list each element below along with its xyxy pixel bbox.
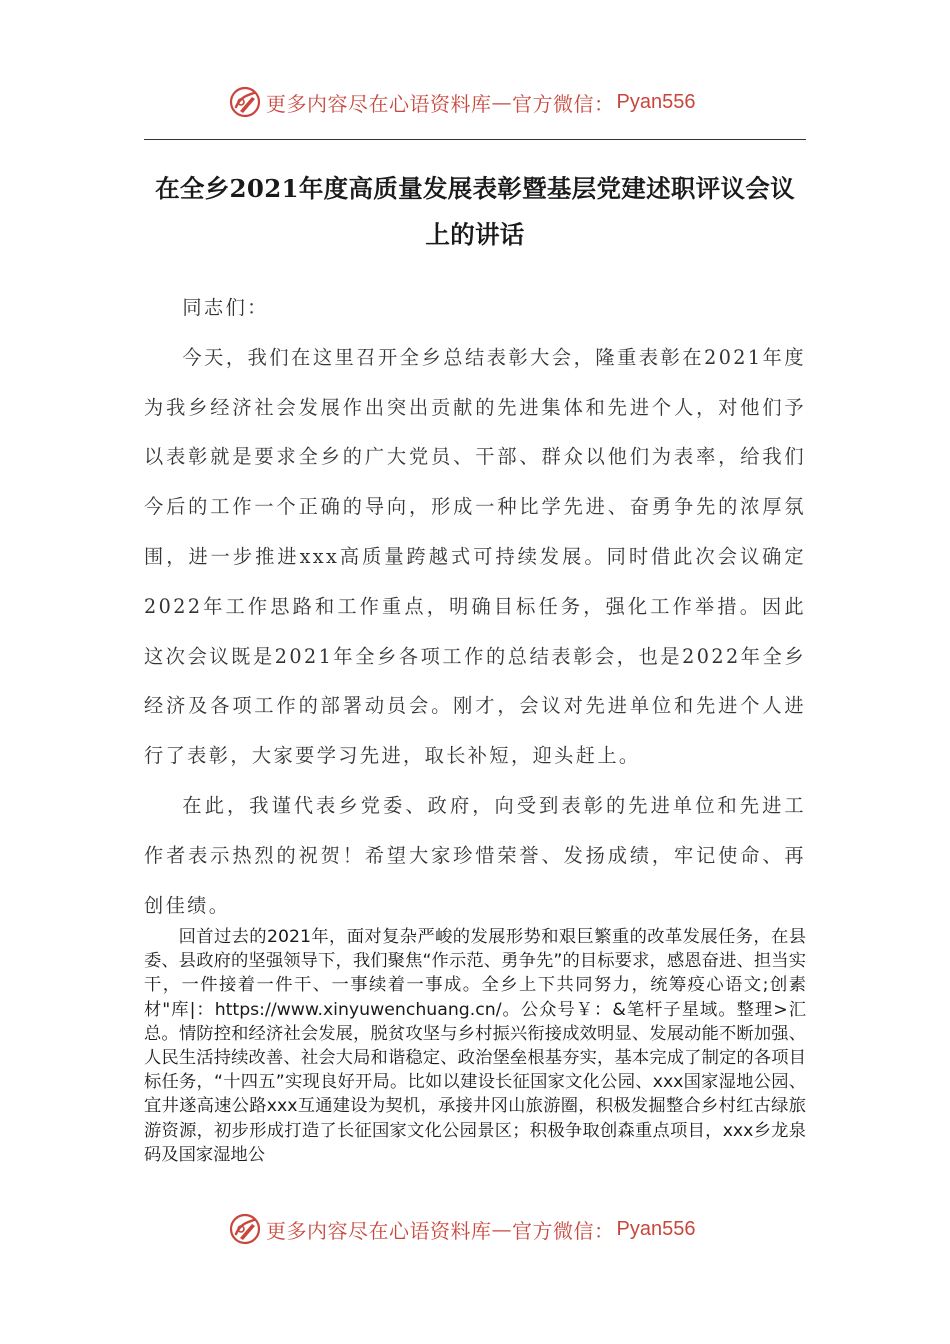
header-wechat-id: Pyan556 [616,90,696,113]
title-line-1: 在全乡2021年度高质量发展表彰暨基层党建述职评议会议 [155,174,795,203]
header-site-text: 更多内容尽在心语资料库 [266,91,492,116]
header-dash: — [491,90,512,114]
header-divider [144,139,806,140]
document-dense-body [144,925,806,1167]
paragraph-3: 回首过去的2021年，面对复杂严峻的发展形势和艰巨繁重的改革发展任务，在县委、县政府的坚强领导下，我们聚焦“作示范、勇争先”的目标要求，感恩奋进、担当实干，一件接着一件干、一事续着一事成。全乡上下共同努力，统筹疫心语文;创素材"库|：https://www.xinyuwenchuang.cn/。公众号￥：&笔杆子星域。整理>汇总。情防控和经济社会发展，脱贫攻坚与乡村振兴衔接成效明显、发展动能不断加强、人民生活持续改善、社会大局和谐稳定、政治堡垒根基夯实，基本完成了制定的各项目标任务，“十四五”实现良好开局。比如以建设长征国家文化公园、xxx国家湿地公园、宜井遂高速公路xxx互通建设为契机，承接井冈山旅游圈，积极发掘整合乡村红古绿旅游资源，初步形成打造了长征国家文化公园景区；积极争取创森重点项目，xxx乡龙泉码及国家湿地公 [144,927,806,1165]
paragraph-1: 今天，我们在这里召开全乡总结表彰大会，隆重表彰在2021年度为我乡经济社会发展作出突出贡献的先进集体和先进个人，对他们予以表彰就是要求全乡的广大党员、干部、群众以他们为表率，给我们今后的工作一个正确的导向，形成一种比学先进、奋勇争先的浓厚氛围，进一步推进xxx高质量跨越式可持续发展。同时借此次会议确定2022年工作思路和工作重点，明确目标任务，强化工作举措。因此这次会议既是2021年全乡各项工作的总结表彰会，也是2022年全乡经济及各项工作的部署动员会。刚才，会议对先进单位和先进个人进行了表彰，大家要学习先进，取长补短，迎头赶上。 [144,345,806,768]
salutation: 同志们： [182,296,269,319]
document-title [144,166,806,258]
header-wechat-label: 官方微信： [512,91,615,116]
paragraph-2: 在此，我谨代表乡党委、政府，向受到表彰的先进单位和先进工作者表示热烈的祝贺！希望大家珍惜荣誉、发扬成绩，牢记使命、再创佳绩。 [144,793,806,917]
footer-wechat-label: 官方微信： [512,1218,615,1243]
title-line-2: 上的讲话 [425,220,525,249]
pen-swirl-logo-icon [228,85,262,119]
footer-banner [228,1211,695,1247]
footer-site-text: 更多内容尽在心语资料库 [266,1218,492,1243]
footer-dash: — [491,1217,512,1241]
pen-swirl-logo-icon [228,1212,262,1246]
footer-wechat-id: Pyan556 [616,1217,696,1240]
header-banner [228,84,695,120]
document-body [144,283,806,930]
